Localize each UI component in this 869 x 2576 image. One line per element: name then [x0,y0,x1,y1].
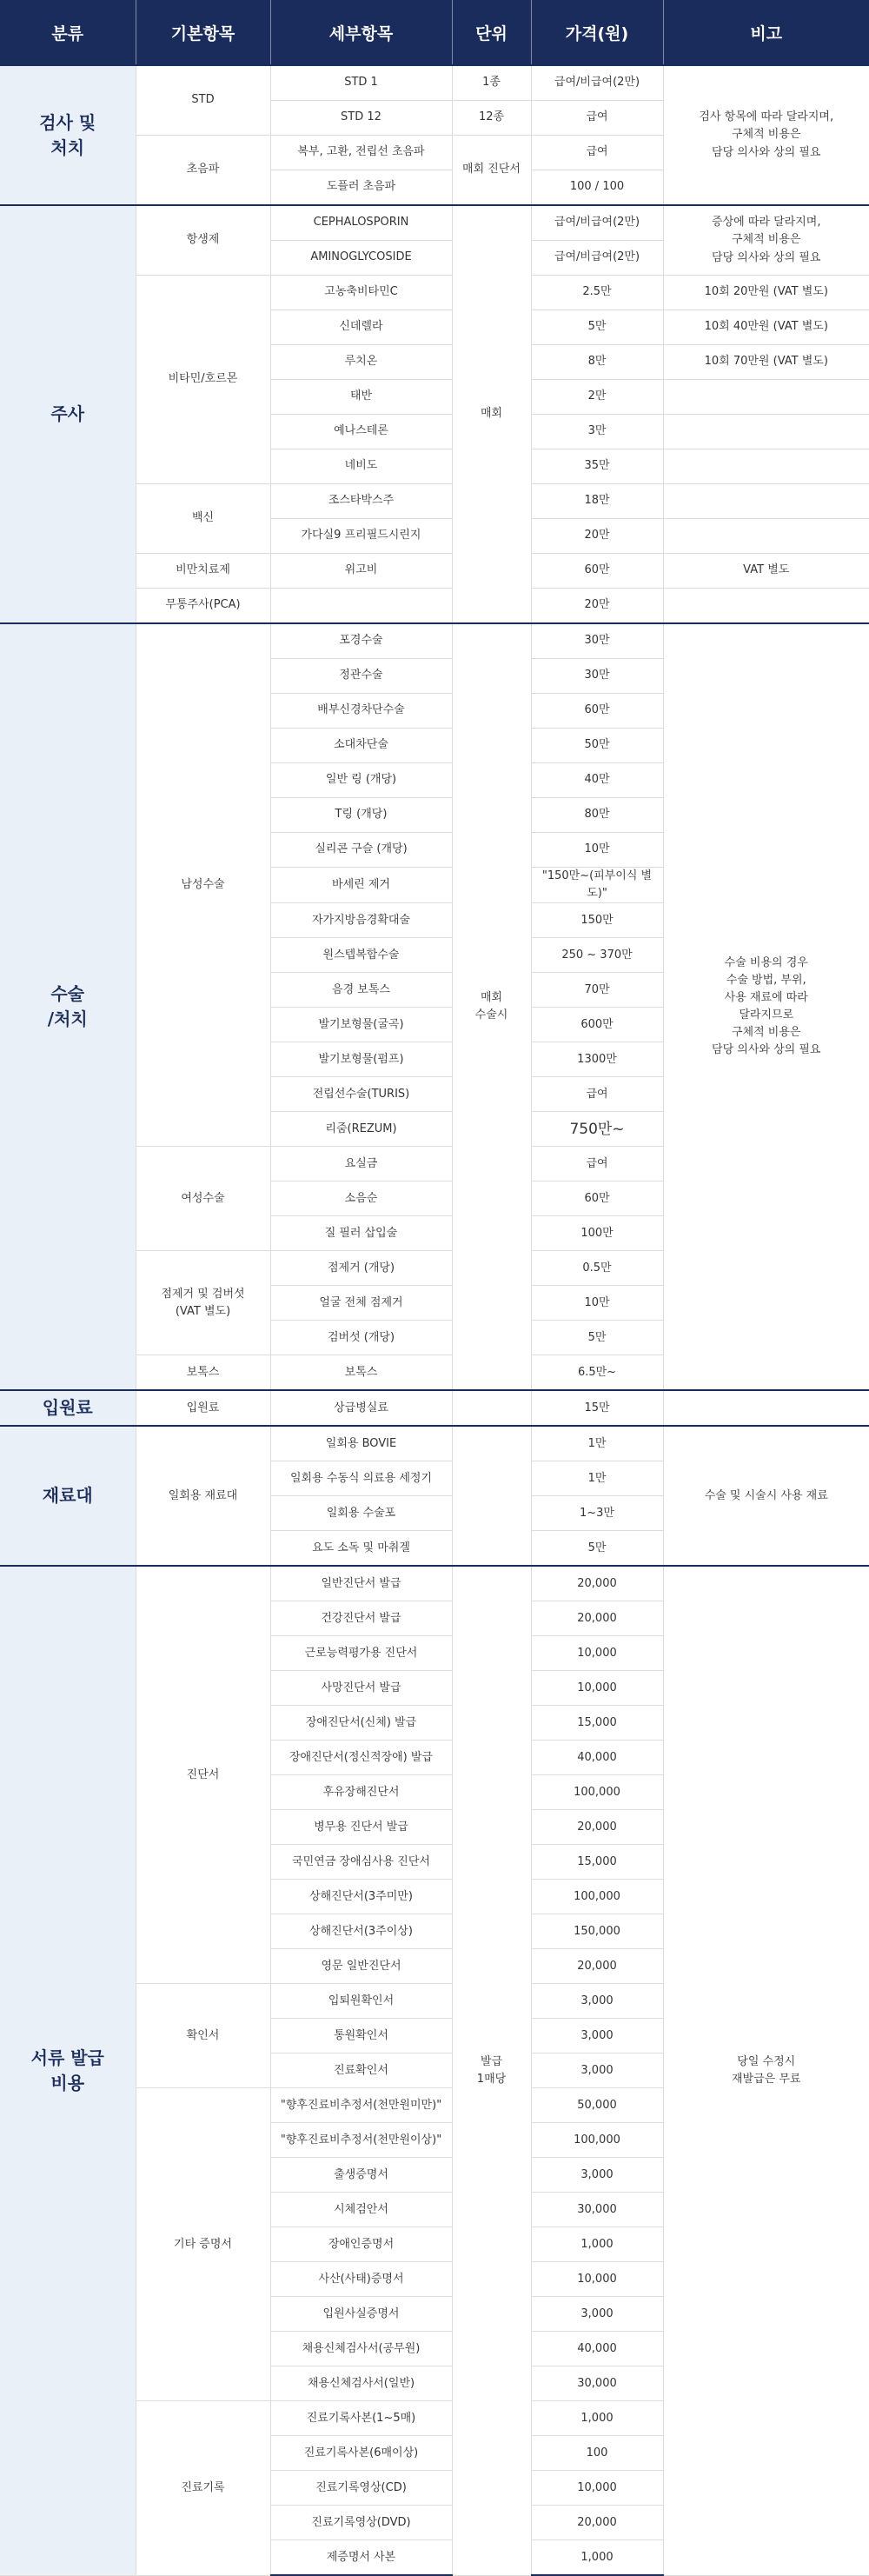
category-cell: 서류 발급 비용 [0,1566,136,2575]
detail-item-cell: 채용신체검사서(일반) [270,2366,452,2401]
detail-item-cell: 요실금 [270,1147,452,1181]
detail-item-cell: 입퇴원확인서 [270,1984,452,2019]
note-cell: 증상에 따라 달라지며, 구체적 비용은 담당 의사와 상의 필요 [663,205,869,276]
price-cell: 100,000 [531,1880,663,1914]
basic-item-cell: 진료기록 [136,2401,270,2576]
price-cell: 20만 [531,519,663,554]
basic-item-cell: 무통주사(PCA) [136,589,270,624]
header-basic-item: 기본항목 [136,0,270,65]
basic-item-cell: 남성수술 [136,623,270,1147]
price-cell: 20,000 [531,1566,663,1601]
price-cell: 150,000 [531,1914,663,1949]
detail-item-cell: 실리콘 구슬 (개당) [270,833,452,868]
price-cell: 급여 [531,1147,663,1181]
table-row [0,205,869,241]
basic-item-cell: 점제거 및 검버섯 (VAT 별도) [136,1251,270,1355]
detail-item-cell: 사산(사태)증명서 [270,2262,452,2297]
table-header-row [0,0,869,65]
basic-item-cell: 비만치료제 [136,554,270,589]
detail-item-cell: 예나스테론 [270,415,452,449]
detail-item-cell: 사망진단서 발급 [270,1671,452,1706]
detail-item-cell: 원스텝복합수술 [270,938,452,973]
unit-cell: 발급 1매당 [452,1566,531,2575]
note-cell [663,1390,869,1426]
detail-item-cell: 국민연금 장애심사용 진단서 [270,1845,452,1880]
unit-cell: 매회 [452,205,531,623]
price-cell: 60만 [531,694,663,729]
basic-item-cell: 진단서 [136,1566,270,1984]
detail-item-cell: 건강진단서 발급 [270,1601,452,1636]
price-cell: 35만 [531,449,663,484]
detail-item-cell: 리줌(REZUM) [270,1112,452,1147]
note-cell: 당일 수정시 재발급은 무료 [663,1566,869,2575]
detail-item-cell: 네비도 [270,449,452,484]
detail-item-cell: 요도 소독 및 마취겔 [270,1531,452,1567]
detail-item-cell: 진료기록사본(6매이상) [270,2436,452,2471]
note-cell: 10회 20만원 (VAT 별도) [663,276,869,310]
note-cell: 10회 70만원 (VAT 별도) [663,345,869,380]
price-cell: 40,000 [531,1741,663,1775]
price-cell: 60만 [531,1181,663,1216]
price-cell: 6.5만~ [531,1355,663,1391]
price-cell: 1,000 [531,2227,663,2262]
detail-item-cell: 입원사실증명서 [270,2297,452,2332]
unit-cell: 12종 [452,101,531,136]
header-detail-item: 세부항목 [270,0,452,65]
detail-item-cell: CEPHALOSPORIN [270,205,452,241]
detail-item-cell: "향후진료비추정서(천만원미만)" [270,2088,452,2123]
price-cell: 18만 [531,484,663,519]
price-cell: 1,000 [531,2401,663,2436]
detail-item-cell: "향후진료비추정서(천만원이상)" [270,2123,452,2158]
detail-item-cell: 일회용 수술포 [270,1496,452,1531]
detail-item-cell: 병무용 진단서 발급 [270,1810,452,1845]
header-price: 가격(원) [531,0,663,65]
detail-item-cell: 영문 일반진단서 [270,1949,452,1984]
unit-cell [452,1390,531,1426]
price-cell: 10,000 [531,1671,663,1706]
detail-item-cell: 채용신체검사서(공무원) [270,2332,452,2366]
detail-item-cell: 신데렐라 [270,310,452,345]
note-cell [663,449,869,484]
detail-item-cell: 일회용 수동식 의료용 세정기 [270,1461,452,1496]
price-cell: 100 [531,2436,663,2471]
price-cell: 60만 [531,554,663,589]
price-cell: 3만 [531,415,663,449]
detail-item-cell: 얼굴 전체 점제거 [270,1286,452,1321]
price-cell: 150만 [531,903,663,938]
price-cell: 250 ~ 370만 [531,938,663,973]
note-cell [663,415,869,449]
basic-item-cell: 입원료 [136,1390,270,1426]
price-cell: 3,000 [531,2053,663,2088]
note-cell [663,519,869,554]
price-cell: 3,000 [531,2019,663,2053]
price-cell: 급여 [531,1077,663,1112]
detail-item-cell: 일회용 BOVIE [270,1426,452,1461]
price-cell: 40,000 [531,2332,663,2366]
detail-item-cell: 소대차단술 [270,729,452,763]
detail-item-cell: 발기보형물(굴곡) [270,1008,452,1042]
detail-item-cell: 포경수술 [270,623,452,659]
detail-item-cell: 상해진단서(3주미만) [270,1880,452,1914]
detail-item-cell: 일반 링 (개당) [270,763,452,798]
category-cell: 주사 [0,205,136,623]
table-row [0,1426,869,1461]
price-cell: 10만 [531,833,663,868]
price-cell: 10만 [531,1286,663,1321]
unit-cell: 매회 수술시 [452,623,531,1390]
price-cell: 급여 [531,136,663,170]
price-cell: 30,000 [531,2366,663,2401]
detail-item-cell: 시체검안서 [270,2193,452,2227]
detail-item-cell: 전립선수술(TURIS) [270,1077,452,1112]
price-cell: 급여/비급여(2만) [531,241,663,276]
price-cell: 2만 [531,380,663,415]
detail-item-cell: 진료확인서 [270,2053,452,2088]
unit-cell: 1종 [452,65,531,101]
price-cell: 1,000 [531,2540,663,2576]
detail-item-cell: 도플러 초음파 [270,170,452,206]
price-cell: 급여/비급여(2만) [531,65,663,101]
header-unit: 단위 [452,0,531,65]
price-cell: 50,000 [531,2088,663,2123]
basic-item-cell: 백신 [136,484,270,554]
detail-item-cell: 장애진단서(정신적장애) 발급 [270,1741,452,1775]
detail-item-cell: 상급병실료 [270,1390,452,1426]
price-cell: 40만 [531,763,663,798]
note-cell: 수술 비용의 경우 수술 방법, 부위, 사용 재료에 따라 달라지므로 구체적 비용은 담당 의사와 상의 필요 [663,623,869,1390]
price-cell: 5만 [531,1531,663,1567]
basic-item-cell: 일회용 재료대 [136,1426,270,1566]
price-cell: 20,000 [531,2506,663,2540]
price-cell: "150만~(피부이식 별도)" [531,868,663,903]
table-row [0,1390,869,1426]
price-cell: 50만 [531,729,663,763]
price-cell: 30,000 [531,2193,663,2227]
price-cell: 600만 [531,1008,663,1042]
price-cell: 30만 [531,659,663,694]
detail-item-cell: 진료기록영상(CD) [270,2471,452,2506]
price-cell: 750만~ [531,1112,663,1147]
detail-item-cell: 진료기록사본(1~5매) [270,2401,452,2436]
basic-item-cell: 확인서 [136,1984,270,2088]
unit-cell: 매회 진단서 [452,136,531,206]
basic-item-cell: 초음파 [136,136,270,206]
detail-item-cell: 자가지방음경확대술 [270,903,452,938]
basic-item-cell: 보톡스 [136,1355,270,1391]
note-cell [663,589,869,624]
detail-item-cell: 복부, 고환, 전립선 초음파 [270,136,452,170]
table-row [0,1566,869,1601]
detail-item-cell [270,589,452,624]
detail-item-cell: 일반진단서 발급 [270,1566,452,1601]
unit-cell [452,1426,531,1566]
detail-item-cell: STD 1 [270,65,452,101]
detail-item-cell: 상해진단서(3주이상) [270,1914,452,1949]
note-cell: 10회 40만원 (VAT 별도) [663,310,869,345]
detail-item-cell: 바세린 제거 [270,868,452,903]
note-cell [663,484,869,519]
price-cell: 100 / 100 [531,170,663,206]
price-cell: 5만 [531,310,663,345]
basic-item-cell: STD [136,65,270,136]
table-row [0,65,869,101]
detail-item-cell: 후유장해진단서 [270,1775,452,1810]
price-cell: 3,000 [531,2297,663,2332]
price-cell: 1만 [531,1461,663,1496]
price-cell: 100만 [531,1216,663,1251]
price-cell: 70만 [531,973,663,1008]
price-cell: 급여/비급여(2만) [531,205,663,241]
category-cell: 검사 및 처치 [0,65,136,205]
detail-item-cell: 태반 [270,380,452,415]
basic-item-cell: 기타 증명서 [136,2088,270,2401]
price-cell: 10,000 [531,1636,663,1671]
basic-item-cell: 여성수술 [136,1147,270,1251]
price-cell: 5만 [531,1321,663,1355]
detail-item-cell: 소음순 [270,1181,452,1216]
price-cell: 3,000 [531,1984,663,2019]
detail-item-cell: 가다실9 프리필드시린지 [270,519,452,554]
category-cell: 수술 /처치 [0,623,136,1390]
price-cell: 0.5만 [531,1251,663,1286]
detail-item-cell: 정관수술 [270,659,452,694]
price-cell: 100,000 [531,2123,663,2158]
detail-item-cell: 배부신경차단수술 [270,694,452,729]
basic-item-cell: 항생제 [136,205,270,276]
detail-item-cell: 고농축비타민C [270,276,452,310]
price-cell: 30만 [531,623,663,659]
detail-item-cell: STD 12 [270,101,452,136]
detail-item-cell: 음경 보톡스 [270,973,452,1008]
detail-item-cell: 진료기록영상(DVD) [270,2506,452,2540]
price-cell: 20,000 [531,1601,663,1636]
note-cell: 수술 및 시술시 사용 재료 [663,1426,869,1566]
price-cell: 15만 [531,1390,663,1426]
detail-item-cell: 제증명서 사본 [270,2540,452,2576]
basic-item-cell: 비타민/호르몬 [136,276,270,484]
price-cell: 1만 [531,1426,663,1461]
detail-item-cell: 질 필러 삽입술 [270,1216,452,1251]
detail-item-cell: 위고비 [270,554,452,589]
detail-item-cell: T링 (개당) [270,798,452,833]
detail-item-cell: 검버섯 (개당) [270,1321,452,1355]
note-cell [663,380,869,415]
detail-item-cell: 발기보형물(펌프) [270,1042,452,1077]
price-cell: 10,000 [531,2471,663,2506]
price-cell: 1300만 [531,1042,663,1077]
price-cell: 15,000 [531,1845,663,1880]
detail-item-cell: 조스타박스주 [270,484,452,519]
detail-item-cell: 근로능력평가용 진단서 [270,1636,452,1671]
detail-item-cell: 보톡스 [270,1355,452,1391]
price-cell: 3,000 [531,2158,663,2193]
price-cell: 100,000 [531,1775,663,1810]
detail-item-cell: 통원확인서 [270,2019,452,2053]
price-cell: 20만 [531,589,663,624]
header-note: 비고 [663,0,869,65]
price-cell: 20,000 [531,1810,663,1845]
price-cell: 10,000 [531,2262,663,2297]
price-cell: 20,000 [531,1949,663,1984]
note-cell: VAT 별도 [663,554,869,589]
price-cell: 8만 [531,345,663,380]
detail-item-cell: 장애인증명서 [270,2227,452,2262]
price-cell: 2.5만 [531,276,663,310]
detail-item-cell: 루치온 [270,345,452,380]
detail-item-cell: 출생증명서 [270,2158,452,2193]
table-row [0,623,869,659]
price-cell: 급여 [531,101,663,136]
price-cell: 1~3만 [531,1496,663,1531]
detail-item-cell: 점제거 (개당) [270,1251,452,1286]
price-cell: 15,000 [531,1706,663,1741]
header-category: 분류 [0,0,136,65]
category-cell: 입원료 [0,1390,136,1426]
detail-item-cell: 장애진단서(신체) 발급 [270,1706,452,1741]
detail-item-cell: AMINOGLYCOSIDE [270,241,452,276]
note-cell: 검사 항목에 따라 달라지며, 구체적 비용은 담당 의사와 상의 필요 [663,65,869,205]
price-cell: 80만 [531,798,663,833]
category-cell: 재료대 [0,1426,136,1566]
